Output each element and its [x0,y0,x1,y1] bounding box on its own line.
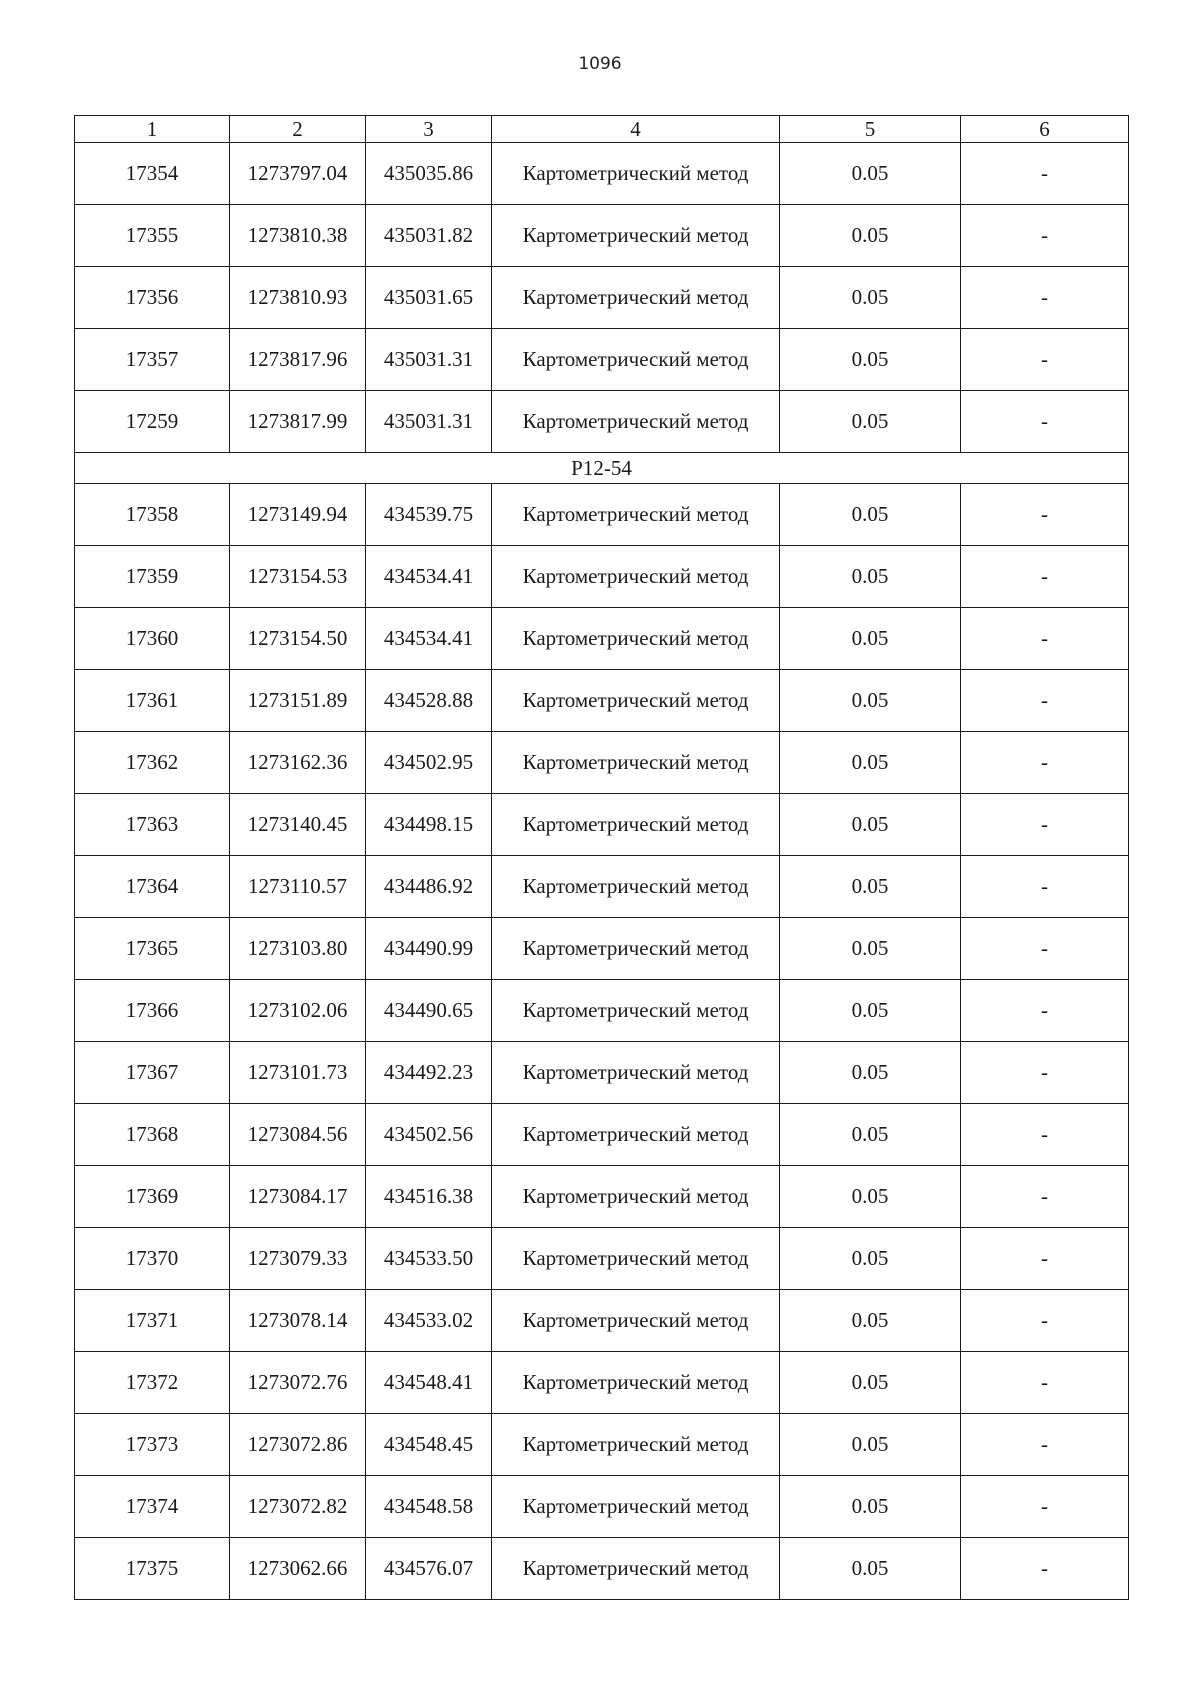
method-cell: Картометрический метод [492,1042,780,1104]
note-cell: - [961,1476,1129,1538]
x-coordinate-cell: 1273084.56 [230,1104,366,1166]
method-cell: Картометрический метод [492,1352,780,1414]
column-header: 1 [75,116,230,143]
table-row [75,267,1129,329]
x-coordinate-cell: 1273079.33 [230,1228,366,1290]
accuracy-cell: 0.05 [780,1290,961,1352]
x-coordinate-cell: 1273102.06 [230,980,366,1042]
note-cell: - [961,856,1129,918]
note-cell: - [961,1104,1129,1166]
method-cell: Картометрический метод [492,670,780,732]
x-coordinate-cell: 1273072.76 [230,1352,366,1414]
x-coordinate-cell: 1273154.50 [230,608,366,670]
y-coordinate-cell: 434548.45 [366,1414,492,1476]
x-coordinate-cell: 1273062.66 [230,1538,366,1600]
note-cell: - [961,794,1129,856]
accuracy-cell: 0.05 [780,670,961,732]
table-row [75,1476,1129,1538]
method-cell: Картометрический метод [492,205,780,267]
accuracy-cell: 0.05 [780,267,961,329]
accuracy-cell: 0.05 [780,794,961,856]
x-coordinate-cell: 1273797.04 [230,143,366,205]
point-id-cell: 17359 [75,546,230,608]
table-row [75,1042,1129,1104]
method-cell: Картометрический метод [492,608,780,670]
note-cell: - [961,391,1129,453]
table-row [75,980,1129,1042]
column-header: 3 [366,116,492,143]
coordinates-table [74,115,1129,1600]
point-id-cell: 17355 [75,205,230,267]
method-cell: Картометрический метод [492,1104,780,1166]
accuracy-cell: 0.05 [780,608,961,670]
point-id-cell: 17358 [75,484,230,546]
table-row [75,205,1129,267]
column-header: 2 [230,116,366,143]
point-id-cell: 17365 [75,918,230,980]
y-coordinate-cell: 434548.41 [366,1352,492,1414]
x-coordinate-cell: 1273110.57 [230,856,366,918]
y-coordinate-cell: 434486.92 [366,856,492,918]
x-coordinate-cell: 1273072.86 [230,1414,366,1476]
note-cell: - [961,732,1129,794]
point-id-cell: 17364 [75,856,230,918]
accuracy-cell: 0.05 [780,1538,961,1600]
page-number: 1096 [578,54,622,74]
point-id-cell: 17366 [75,980,230,1042]
note-cell: - [961,484,1129,546]
point-id-cell: 17360 [75,608,230,670]
point-id-cell: 17357 [75,329,230,391]
y-coordinate-cell: 435031.65 [366,267,492,329]
table-row [75,1228,1129,1290]
section-title: Р12-54 [75,453,1129,484]
method-cell: Картометрический метод [492,1538,780,1600]
method-cell: Картометрический метод [492,484,780,546]
table-row [75,1166,1129,1228]
y-coordinate-cell: 435031.82 [366,205,492,267]
x-coordinate-cell: 1273154.53 [230,546,366,608]
table-row [75,1104,1129,1166]
accuracy-cell: 0.05 [780,1414,961,1476]
note-cell: - [961,267,1129,329]
accuracy-cell: 0.05 [780,546,961,608]
accuracy-cell: 0.05 [780,484,961,546]
y-coordinate-cell: 434534.41 [366,546,492,608]
x-coordinate-cell: 1273162.36 [230,732,366,794]
method-cell: Картометрический метод [492,1476,780,1538]
method-cell: Картометрический метод [492,732,780,794]
note-cell: - [961,1042,1129,1104]
method-cell: Картометрический метод [492,856,780,918]
note-cell: - [961,205,1129,267]
y-coordinate-cell: 435031.31 [366,391,492,453]
column-header: 4 [492,116,780,143]
method-cell: Картометрический метод [492,1166,780,1228]
accuracy-cell: 0.05 [780,143,961,205]
table-row [75,546,1129,608]
y-coordinate-cell: 434502.95 [366,732,492,794]
note-cell: - [961,1538,1129,1600]
x-coordinate-cell: 1273817.96 [230,329,366,391]
note-cell: - [961,980,1129,1042]
point-id-cell: 17259 [75,391,230,453]
x-coordinate-cell: 1273072.82 [230,1476,366,1538]
table-row [75,918,1129,980]
table-row [75,856,1129,918]
point-id-cell: 17375 [75,1538,230,1600]
point-id-cell: 17369 [75,1166,230,1228]
accuracy-cell: 0.05 [780,1352,961,1414]
note-cell: - [961,1352,1129,1414]
accuracy-cell: 0.05 [780,732,961,794]
section-header-row [75,453,1129,484]
x-coordinate-cell: 1273101.73 [230,1042,366,1104]
y-coordinate-cell: 434548.58 [366,1476,492,1538]
accuracy-cell: 0.05 [780,918,961,980]
x-coordinate-cell: 1273084.17 [230,1166,366,1228]
accuracy-cell: 0.05 [780,1166,961,1228]
y-coordinate-cell: 434498.15 [366,794,492,856]
table-row [75,732,1129,794]
accuracy-cell: 0.05 [780,1476,961,1538]
method-cell: Картометрический метод [492,980,780,1042]
table-row [75,1538,1129,1600]
accuracy-cell: 0.05 [780,329,961,391]
y-coordinate-cell: 434576.07 [366,1538,492,1600]
x-coordinate-cell: 1273810.38 [230,205,366,267]
y-coordinate-cell: 435031.31 [366,329,492,391]
y-coordinate-cell: 435035.86 [366,143,492,205]
point-id-cell: 17370 [75,1228,230,1290]
column-header: 6 [961,116,1129,143]
method-cell: Картометрический метод [492,391,780,453]
note-cell: - [961,1228,1129,1290]
x-coordinate-cell: 1273103.80 [230,918,366,980]
note-cell: - [961,546,1129,608]
method-cell: Картометрический метод [492,546,780,608]
point-id-cell: 17374 [75,1476,230,1538]
y-coordinate-cell: 434490.99 [366,918,492,980]
column-header: 5 [780,116,961,143]
y-coordinate-cell: 434492.23 [366,1042,492,1104]
method-cell: Картометрический метод [492,329,780,391]
x-coordinate-cell: 1273810.93 [230,267,366,329]
table-row [75,484,1129,546]
table-row [75,1352,1129,1414]
point-id-cell: 17367 [75,1042,230,1104]
x-coordinate-cell: 1273149.94 [230,484,366,546]
point-id-cell: 17371 [75,1290,230,1352]
note-cell: - [961,143,1129,205]
accuracy-cell: 0.05 [780,856,961,918]
header-row [75,116,1129,143]
point-id-cell: 17356 [75,267,230,329]
table-row [75,1414,1129,1476]
y-coordinate-cell: 434534.41 [366,608,492,670]
point-id-cell: 17362 [75,732,230,794]
method-cell: Картометрический метод [492,794,780,856]
accuracy-cell: 0.05 [780,1042,961,1104]
method-cell: Картометрический метод [492,1228,780,1290]
x-coordinate-cell: 1273817.99 [230,391,366,453]
y-coordinate-cell: 434490.65 [366,980,492,1042]
accuracy-cell: 0.05 [780,205,961,267]
point-id-cell: 17373 [75,1414,230,1476]
method-cell: Картометрический метод [492,1414,780,1476]
accuracy-cell: 0.05 [780,980,961,1042]
note-cell: - [961,1414,1129,1476]
x-coordinate-cell: 1273140.45 [230,794,366,856]
y-coordinate-cell: 434539.75 [366,484,492,546]
accuracy-cell: 0.05 [780,1104,961,1166]
y-coordinate-cell: 434533.50 [366,1228,492,1290]
note-cell: - [961,918,1129,980]
table-row [75,794,1129,856]
table-row [75,670,1129,732]
x-coordinate-cell: 1273078.14 [230,1290,366,1352]
method-cell: Картометрический метод [492,267,780,329]
point-id-cell: 17354 [75,143,230,205]
method-cell: Картометрический метод [492,918,780,980]
accuracy-cell: 0.05 [780,1228,961,1290]
accuracy-cell: 0.05 [780,391,961,453]
table-row [75,391,1129,453]
y-coordinate-cell: 434528.88 [366,670,492,732]
method-cell: Картометрический метод [492,143,780,205]
y-coordinate-cell: 434516.38 [366,1166,492,1228]
method-cell: Картометрический метод [492,1290,780,1352]
table-row [75,143,1129,205]
y-coordinate-cell: 434533.02 [366,1290,492,1352]
note-cell: - [961,670,1129,732]
y-coordinate-cell: 434502.56 [366,1104,492,1166]
table-row [75,608,1129,670]
note-cell: - [961,1166,1129,1228]
table-row [75,1290,1129,1352]
note-cell: - [961,329,1129,391]
x-coordinate-cell: 1273151.89 [230,670,366,732]
note-cell: - [961,608,1129,670]
point-id-cell: 17372 [75,1352,230,1414]
point-id-cell: 17368 [75,1104,230,1166]
table-row [75,329,1129,391]
note-cell: - [961,1290,1129,1352]
point-id-cell: 17361 [75,670,230,732]
point-id-cell: 17363 [75,794,230,856]
